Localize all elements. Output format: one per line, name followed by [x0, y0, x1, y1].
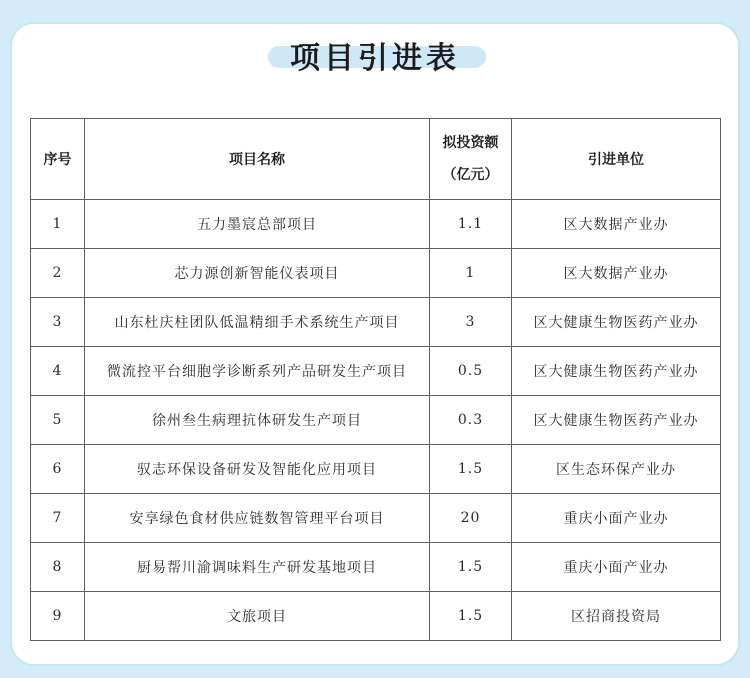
- cell-unit: 重庆小面产业办: [512, 543, 721, 592]
- table-row: [31, 445, 721, 494]
- cell-index: 5: [31, 396, 85, 445]
- cell-investment: 1: [430, 249, 512, 298]
- page-title: 项目引进表: [290, 41, 460, 76]
- header-unit: 引进单位: [512, 119, 721, 200]
- cell-index: 8: [31, 543, 85, 592]
- cell-investment: 20: [430, 494, 512, 543]
- cell-name: 安享绿色食材供应链数智管理平台项目: [85, 494, 430, 543]
- project-table: [30, 118, 721, 641]
- cell-name: 文旅项目: [85, 592, 430, 641]
- cell-unit: 重庆小面产业办: [512, 494, 721, 543]
- cell-name: 驭志环保设备研发及智能化应用项目: [85, 445, 430, 494]
- table-row: [31, 347, 721, 396]
- cell-unit: 区大健康生物医药产业办: [512, 347, 721, 396]
- cell-unit: 区招商投资局: [512, 592, 721, 641]
- table-row: [31, 396, 721, 445]
- header-investment-unit: （亿元）: [442, 167, 499, 183]
- cell-index: 9: [31, 592, 85, 641]
- cell-name: 五力墨宸总部项目: [85, 200, 430, 249]
- cell-index: 6: [31, 445, 85, 494]
- cell-index: 1: [31, 200, 85, 249]
- cell-index: 7: [31, 494, 85, 543]
- table-row: [31, 298, 721, 347]
- cell-investment: 1.5: [430, 445, 512, 494]
- cell-name: 厨易帮川渝调味料生产研发基地项目: [85, 543, 430, 592]
- table-row: [31, 249, 721, 298]
- table-row: [31, 200, 721, 249]
- cell-unit: 区大数据产业办: [512, 200, 721, 249]
- cell-unit: 区大健康生物医药产业办: [512, 396, 721, 445]
- cell-investment: 0.5: [430, 347, 512, 396]
- cell-name: 徐州叁生病理抗体研发生产项目: [85, 396, 430, 445]
- header-name: 项目名称: [85, 119, 430, 200]
- header-investment-label: 拟投资额: [442, 135, 499, 151]
- table-header-row: [31, 119, 721, 200]
- cell-name: 山东杜庆柱团队低温精细手术系统生产项目: [85, 298, 430, 347]
- header-investment: [430, 119, 512, 200]
- title-area: [0, 34, 750, 84]
- cell-index: 2: [31, 249, 85, 298]
- cell-investment: 3: [430, 298, 512, 347]
- cell-investment: 1.5: [430, 543, 512, 592]
- cell-unit: 区大数据产业办: [512, 249, 721, 298]
- cell-unit: 区生态环保产业办: [512, 445, 721, 494]
- table-row: [31, 494, 721, 543]
- cell-name: 芯力源创新智能仪表项目: [85, 249, 430, 298]
- cell-unit: 区大健康生物医药产业办: [512, 298, 721, 347]
- table-row: [31, 592, 721, 641]
- cell-index: 3: [31, 298, 85, 347]
- cell-investment: 1.1: [430, 200, 512, 249]
- cell-investment: 0.3: [430, 396, 512, 445]
- table-row: [31, 543, 721, 592]
- cell-investment: 1.5: [430, 592, 512, 641]
- cell-index: 4: [31, 347, 85, 396]
- cell-name: 微流控平台细胞学诊断系列产品研发生产项目: [85, 347, 430, 396]
- header-index: 序号: [31, 119, 85, 200]
